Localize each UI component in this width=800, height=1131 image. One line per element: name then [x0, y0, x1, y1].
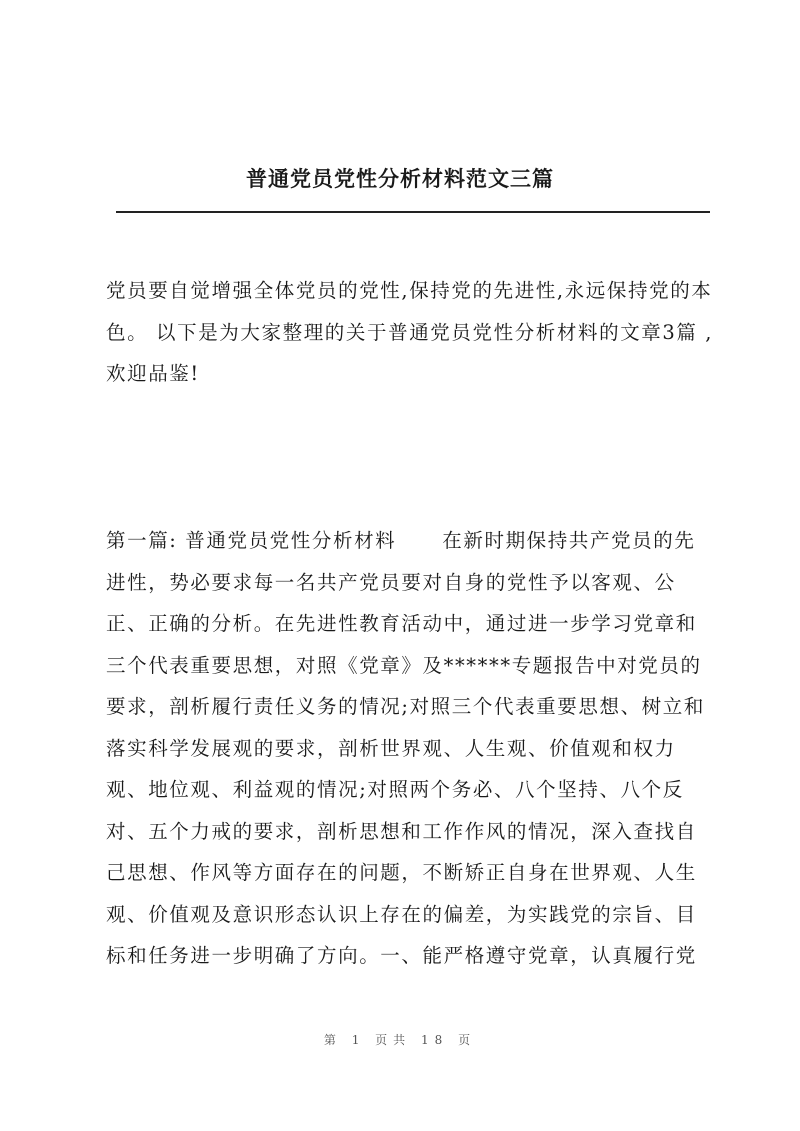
- page-number: 第 1 页共 18 页: [323, 1033, 477, 1047]
- title-divider: [116, 211, 710, 213]
- document-title: 普通党员党性分析材料范文三篇: [246, 166, 554, 191]
- section-body: 在新时期保持共产党员的先进性，势必要求每一名共产党员要对自身的党性予以客观、公正、正确的分析。在先进性教育活动中，通过进一步学习党章和三个代表重要思想，对照《党章》及******专题报告中对党员的要求，剖析履行责任义务的情况;对照三个代表重要思想、树立和落实科学发展观的要求，剖析世界观、人生观、价值观和权力观、地位观、利益观的情况;对照两个务必、八个坚持、八个反对、五个力戒的要求，剖析思想和工作作风的情况，深入查找自己思想、作风等方面存在的问题，不断矫正自身在世界观、人生观、价值观及意识形态认识上存在的偏差，为实践党的宗旨、目标和任务进一步明确了方向。一、能严格遵守党章，认真履行党: [106, 529, 705, 967]
- section-heading: 第一篇: 普通党员党性分析材料: [106, 529, 397, 552]
- intro-paragraph: 党员要自觉增强全体党员的党性,保持党的先进性,永远保持党的本色。 以下是为大家整理的关于普通党员党性分析材料的文章3篇 ,欢迎品鉴!: [106, 279, 714, 385]
- section-paragraph: [106, 520, 716, 977]
